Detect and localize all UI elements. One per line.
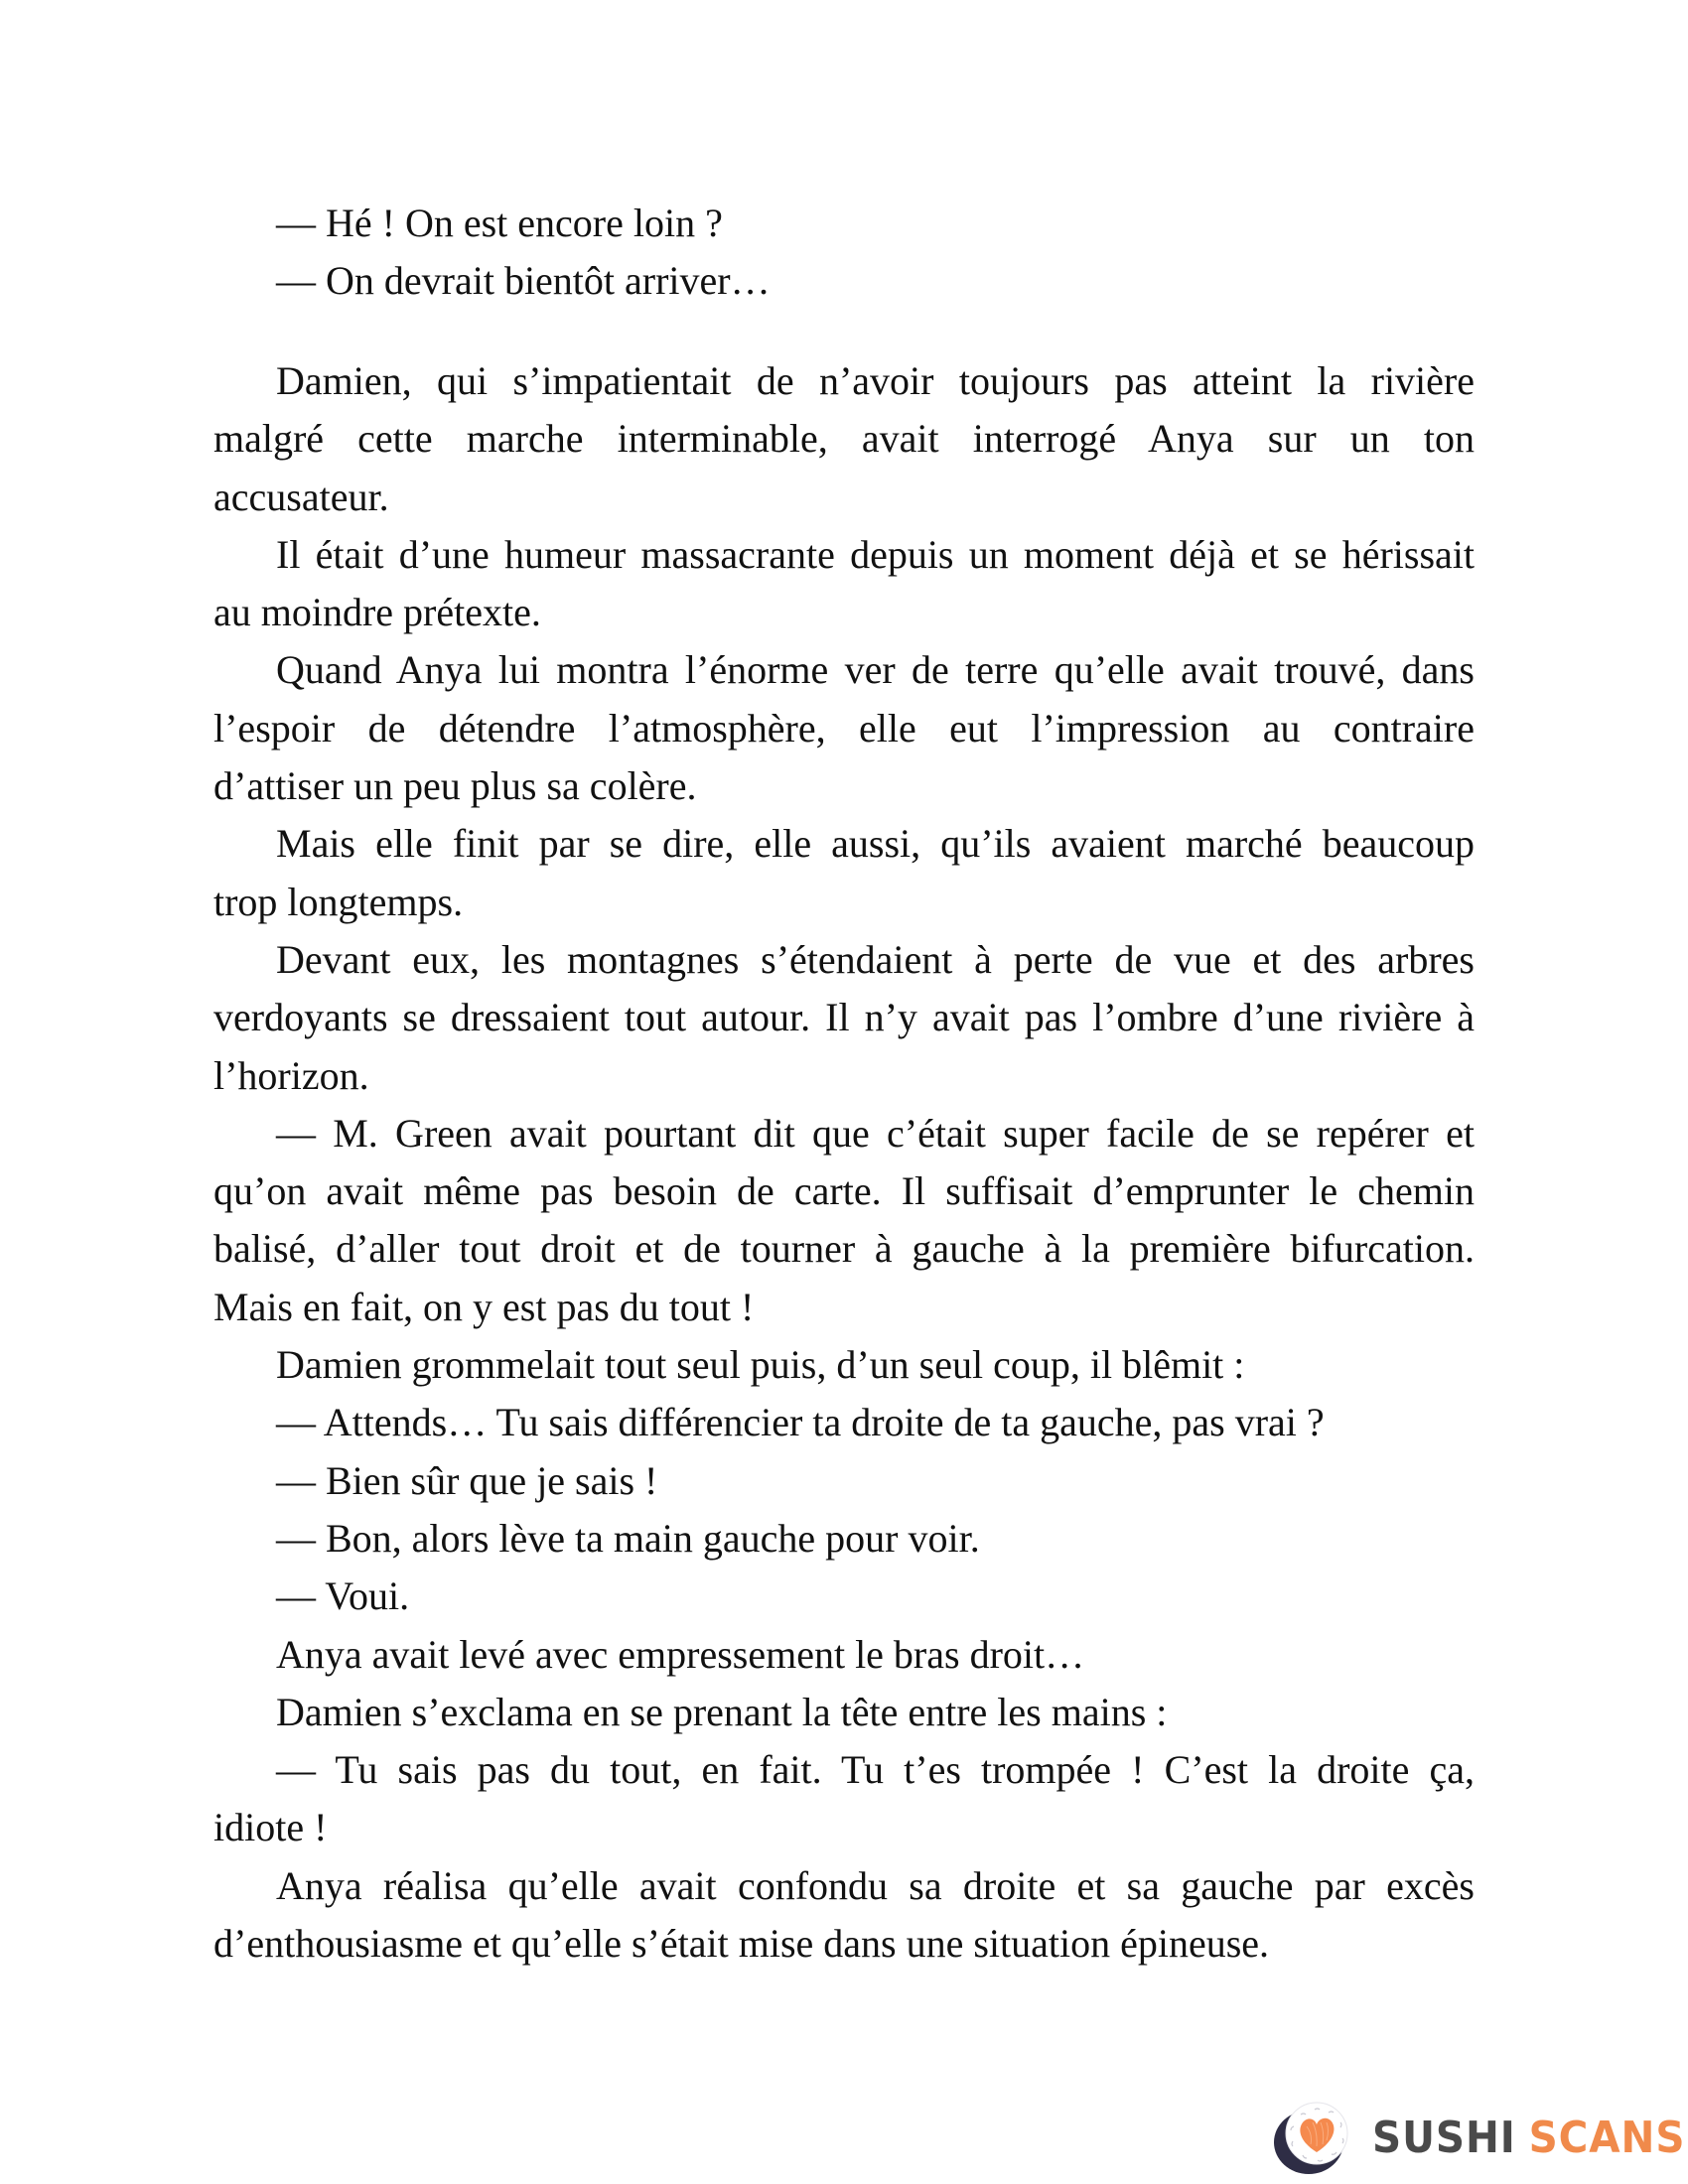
- text-line: Mais en fait, on y est pas du tout !: [213, 1284, 755, 1329]
- sushi-scans-watermark: [1271, 2101, 1688, 2176]
- text-line: Damien, qui s’impatientait de n’avoir toujours pas atteint la rivière: [276, 358, 1475, 403]
- text-line: Mais elle finit par se dire, elle aussi, qu’ils avaient marché beaucoup: [276, 821, 1475, 867]
- sushi-roll-heart-icon: [1271, 2101, 1356, 2176]
- text-line: — Voui.: [276, 1573, 410, 1619]
- text-line: malgré cette marche interminable, avait interrogé Anya sur un ton: [213, 416, 1475, 462]
- dialogue-line: — Hé ! On est encore loin ?: [276, 201, 723, 245]
- body-text: [213, 352, 1475, 1973]
- text-line: Devant eux, les montagnes s’étendaient à perte de vue et des arbres: [276, 936, 1475, 982]
- watermark-text: [1372, 2113, 1686, 2163]
- text-line: d’attiser un peu plus sa colère.: [213, 763, 697, 809]
- opening-dialogue: [213, 195, 1475, 311]
- text-line: idiote !: [213, 1805, 328, 1850]
- text-line: balisé, d’aller tout droit et de tourner à gauche à la première bifurcation.: [213, 1226, 1475, 1272]
- text-line: accusateur.: [213, 474, 389, 519]
- text-line: — Bon, alors lève ta main gauche pour voir.: [276, 1515, 980, 1561]
- text-line: l’horizon.: [213, 1052, 369, 1098]
- text-line: trop longtemps.: [213, 879, 464, 924]
- text-line: — Attends… Tu sais différencier ta droite de ta gauche, pas vrai ?: [276, 1400, 1325, 1445]
- text-line: Anya réalisa qu’elle avait confondu sa droite et sa gauche par excès: [276, 1862, 1475, 1908]
- text-line: Damien grommelait tout seul puis, d’un seul coup, il blêmit :: [276, 1342, 1245, 1388]
- text-line: d’enthousiasme et qu’elle s’était mise dans une situation épineuse.: [213, 1921, 1270, 1967]
- text-line: Il était d’une humeur massacrante depuis un moment déjà et se hérissait: [276, 531, 1475, 577]
- text-line: l’espoir de détendre l’atmosphère, elle eut l’impression au contraire: [213, 705, 1475, 751]
- watermark-word-sushi: SUSHI: [1372, 2113, 1516, 2163]
- text-line: Damien s’exclama en se prenant la tête entre les mains :: [276, 1689, 1168, 1734]
- text-line: Anya avait levé avec empressement le bras droit…: [276, 1631, 1085, 1677]
- text-line: — Bien sûr que je sais !: [276, 1457, 658, 1503]
- dialogue-line: — On devrait bientôt arriver…: [276, 258, 771, 304]
- text-line: verdoyants se dressaient tout autour. Il n’y avait pas l’ombre d’une rivière à: [213, 995, 1475, 1040]
- watermark-word-scans: SCANS: [1528, 2113, 1686, 2163]
- text-line: Quand Anya lui montra l’énorme ver de terre qu’elle avait trouvé, dans: [276, 647, 1475, 693]
- text-line: qu’on avait même pas besoin de carte. Il suffisait d’emprunter le chemin: [213, 1168, 1475, 1214]
- text-line: — Tu sais pas du tout, en fait. Tu t’es trompée ! C’est la droite ça,: [276, 1747, 1475, 1793]
- text-line: — M. Green avait pourtant dit que c’était super facile de se repérer et: [276, 1110, 1475, 1156]
- text-line: au moindre prétexte.: [213, 590, 541, 635]
